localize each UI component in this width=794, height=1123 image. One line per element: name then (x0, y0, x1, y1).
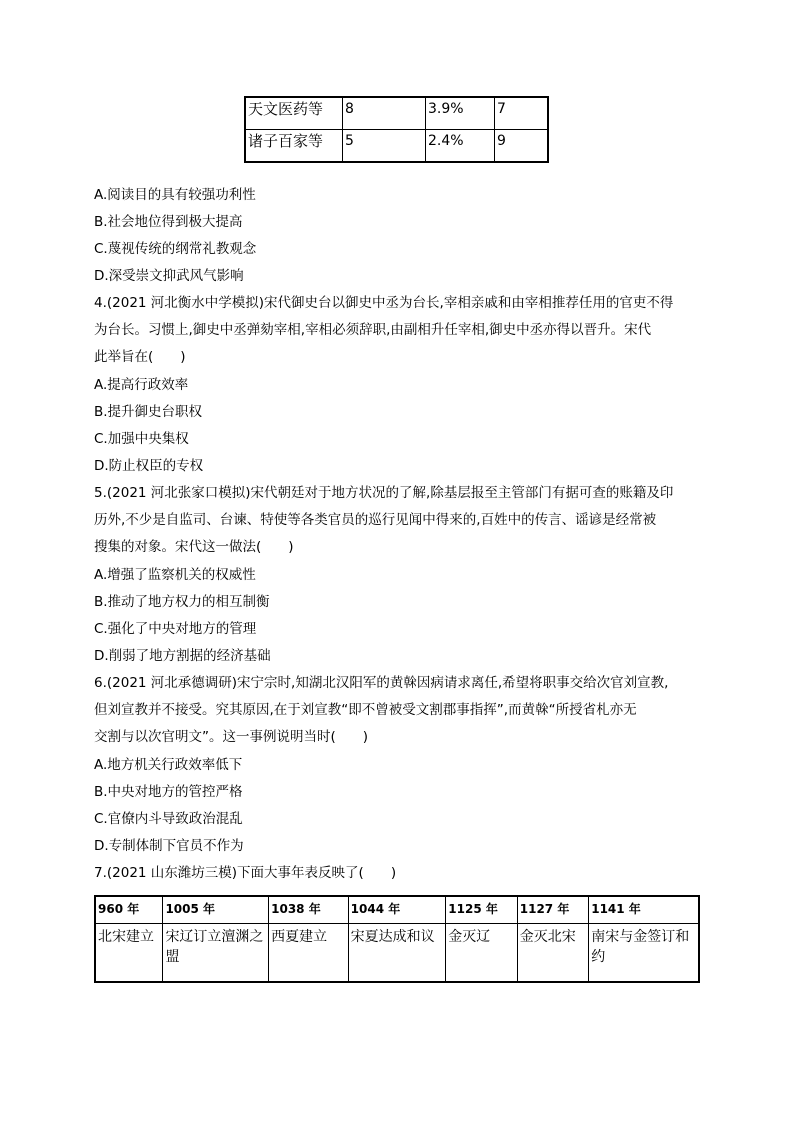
q4-option-b: B.提升御史台职权 (94, 404, 203, 420)
year-cell: 960 年 (95, 896, 163, 924)
q5-stem-line: 5.(2021 河北张家口模拟)宋代朝廷对于地方状况的了解,除基层报至主管部门有据可查的账籍及印 (94, 485, 674, 501)
q5-option-d: D.削弱了地方割据的经济基础 (94, 648, 271, 664)
table-cell: 诸子百家等 (245, 130, 343, 163)
year-cell: 1038 年 (269, 896, 349, 924)
table-row-years (95, 896, 699, 924)
q6-option-a: A.地方机关行政效率低下 (94, 757, 243, 773)
year-cell: 1005 年 (163, 896, 269, 924)
event-cell: 北宋建立 (95, 924, 163, 983)
table-cell: 9 (495, 130, 549, 163)
table-cell: 2.4% (426, 130, 495, 163)
q7-stem: 7.(2021 山东潍坊三模)下面大事年表反映了( ) (94, 865, 397, 881)
event-cell: 金灭辽 (446, 924, 517, 983)
table-row-events (95, 924, 699, 983)
event-cell: 宋辽订立澶渊之盟 (163, 924, 269, 983)
q3-option-d: D.深受崇文抑武风气影响 (94, 268, 244, 284)
statistics-table (244, 96, 549, 163)
chronology-table (94, 895, 700, 983)
table-cell: 3.9% (426, 97, 495, 130)
q3-option-b: B.社会地位得到极大提高 (94, 214, 243, 230)
q4-option-c: C.加强中央集权 (94, 431, 189, 447)
q5-option-c: C.强化了中央对地方的管理 (94, 621, 257, 637)
event-cell: 西夏建立 (269, 924, 349, 983)
table-cell: 8 (343, 97, 426, 130)
year-cell: 1044 年 (348, 896, 446, 924)
q3-option-c: C.蔑视传统的纲常礼教观念 (94, 241, 257, 257)
q4-stem-line: 为台长。习惯上,御史中丞弹劾宰相,宰相必须辞职,由副相升任宰相,御史中丞亦得以晋升。宋代 (94, 322, 652, 338)
year-cell: 1125 年 (446, 896, 517, 924)
q6-option-b: B.中央对地方的管控严格 (94, 784, 243, 800)
table-row (245, 130, 548, 163)
q5-stem-line: 历外,不少是自监司、台谏、特使等各类官员的巡行见闻中得来的,百姓中的传言、谣谚是经常被 (94, 512, 657, 528)
event-cell: 南宋与金签订和约 (589, 924, 699, 983)
table-row (245, 97, 548, 130)
year-cell: 1141 年 (589, 896, 699, 924)
table-cell: 5 (343, 130, 426, 163)
q5-option-a: A.增强了监察机关的权威性 (94, 567, 256, 583)
q5-option-b: B.推动了地方权力的相互制衡 (94, 594, 270, 610)
q6-stem-line: 交割与以次官明文”。这一事例说明当时( ) (94, 729, 369, 745)
q6-stem-line: 6.(2021 河北承德调研)宋宁宗时,知湖北汉阳军的黄榦因病请求离任,希望将职事交给次官刘宣教, (94, 675, 669, 691)
year-cell: 1127 年 (517, 896, 588, 924)
table-cell: 天文医药等 (245, 97, 343, 130)
q3-option-a: A.阅读目的具有较强功利性 (94, 187, 256, 203)
event-cell: 金灭北宋 (517, 924, 588, 983)
q5-stem-line: 搜集的对象。宋代这一做法( ) (94, 539, 294, 555)
table-cell: 7 (495, 97, 549, 130)
q4-option-a: A.提高行政效率 (94, 377, 189, 393)
q4-stem-line: 4.(2021 河北衡水中学模拟)宋代御史台以御史中丞为台长,宰相亲戚和由宰相推荐任用的官吏不得 (94, 295, 674, 311)
q4-stem-line: 此举旨在( ) (94, 349, 186, 365)
q6-stem-line: 但刘宣教并不接受。究其原因,在于刘宣教“即不曾被受文割郡事指挥”,而黄榦“所授省札亦无 (94, 702, 637, 718)
event-cell: 宋夏达成和议 (348, 924, 446, 983)
q6-option-c: C.官僚内斗导致政治混乱 (94, 811, 243, 827)
q4-option-d: D.防止权臣的专权 (94, 458, 204, 474)
q6-option-d: D.专制体制下官员不作为 (94, 838, 244, 854)
